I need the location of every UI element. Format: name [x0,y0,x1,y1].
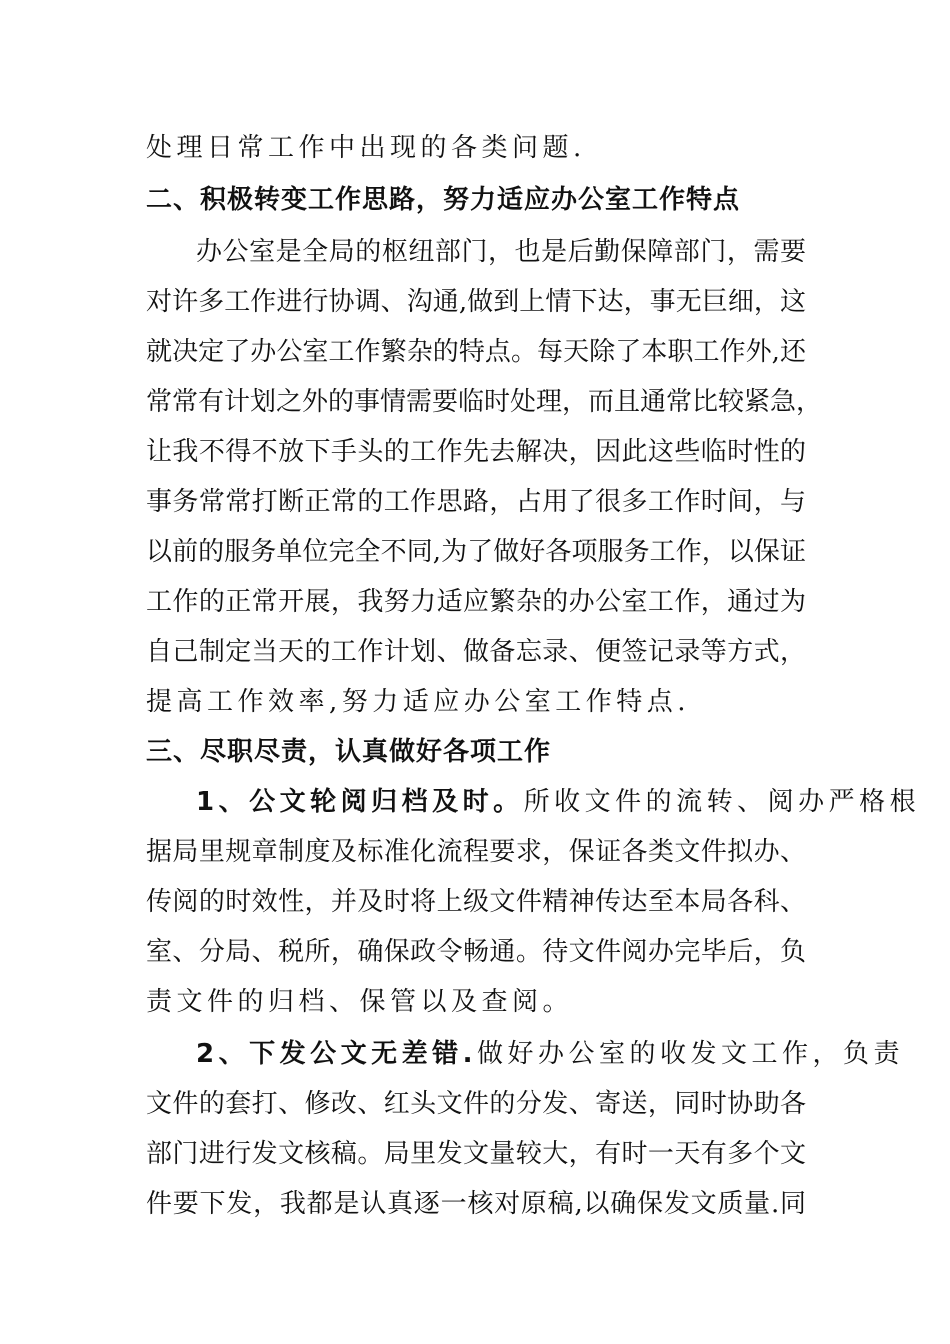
item-text: 所收文件的流转、阅办严格根 [523,787,921,817]
section-heading: 二、积极转变工作思路，努力适应办公室工作特点 [146,185,741,215]
item-lead: 2、下发公文无差错. [196,1039,477,1069]
section-heading: 三、尽职尽责，认真做好各项工作 [146,737,552,767]
text-line [196,785,921,819]
text-line: 据局里规章制度及标准化流程要求，保证各类文件拟办、 [146,837,806,867]
text-line: 责文件的归档、保管以及查阅。 [146,987,574,1017]
text-line: 件要下发，我都是认真逐一核对原稿,以确保发文质量.同 [146,1189,806,1219]
item-lead: 1、公文轮阅归档及时。 [196,787,524,817]
text-line: 工作的正常开展，我努力适应繁杂的办公室工作，通过为 [146,587,806,617]
text-line: 让我不得不放下手头的工作先去解决，因此这些临时性的 [146,437,806,467]
text-line: 处理日常工作中出现的各类问题. [146,133,586,163]
text-line: 文件的套打、修改、红头文件的分发、寄送，同时协助各 [146,1089,806,1119]
text-line: 办公室是全局的枢纽部门，也是后勤保障部门，需要 [196,237,806,267]
text-line: 对许多工作进行协调、沟通,做到上情下达，事无巨细，这 [146,287,806,317]
text-line [196,1037,904,1071]
text-line: 室、分局、税所，确保政令畅通。待文件阅办完毕后，负 [146,937,806,967]
text-line: 事务常常打断正常的工作思路，占用了很多工作时间，与 [146,487,806,517]
text-line: 自己制定当天的工作计划、做备忘录、便签记录等方式， [146,637,806,667]
item-text: 做好办公室的收发文工作，负责 [476,1039,904,1069]
text-line: 传阅的时效性，并及时将上级文件精神传达至本局各科、 [146,887,806,917]
text-line: 就决定了办公室工作繁杂的特点。每天除了本职工作外,还 [146,337,806,367]
text-line: 常常有计划之外的事情需要临时处理，而且通常比较紧急， [146,387,823,417]
text-line: 以前的服务单位完全不同,为了做好各项服务工作，以保证 [146,537,806,567]
text-line: 提高工作效率,努力适应办公室工作特点. [146,687,691,717]
text-line: 部门进行发文核稿。局里发文量较大，有时一天有多个文 [146,1139,806,1169]
